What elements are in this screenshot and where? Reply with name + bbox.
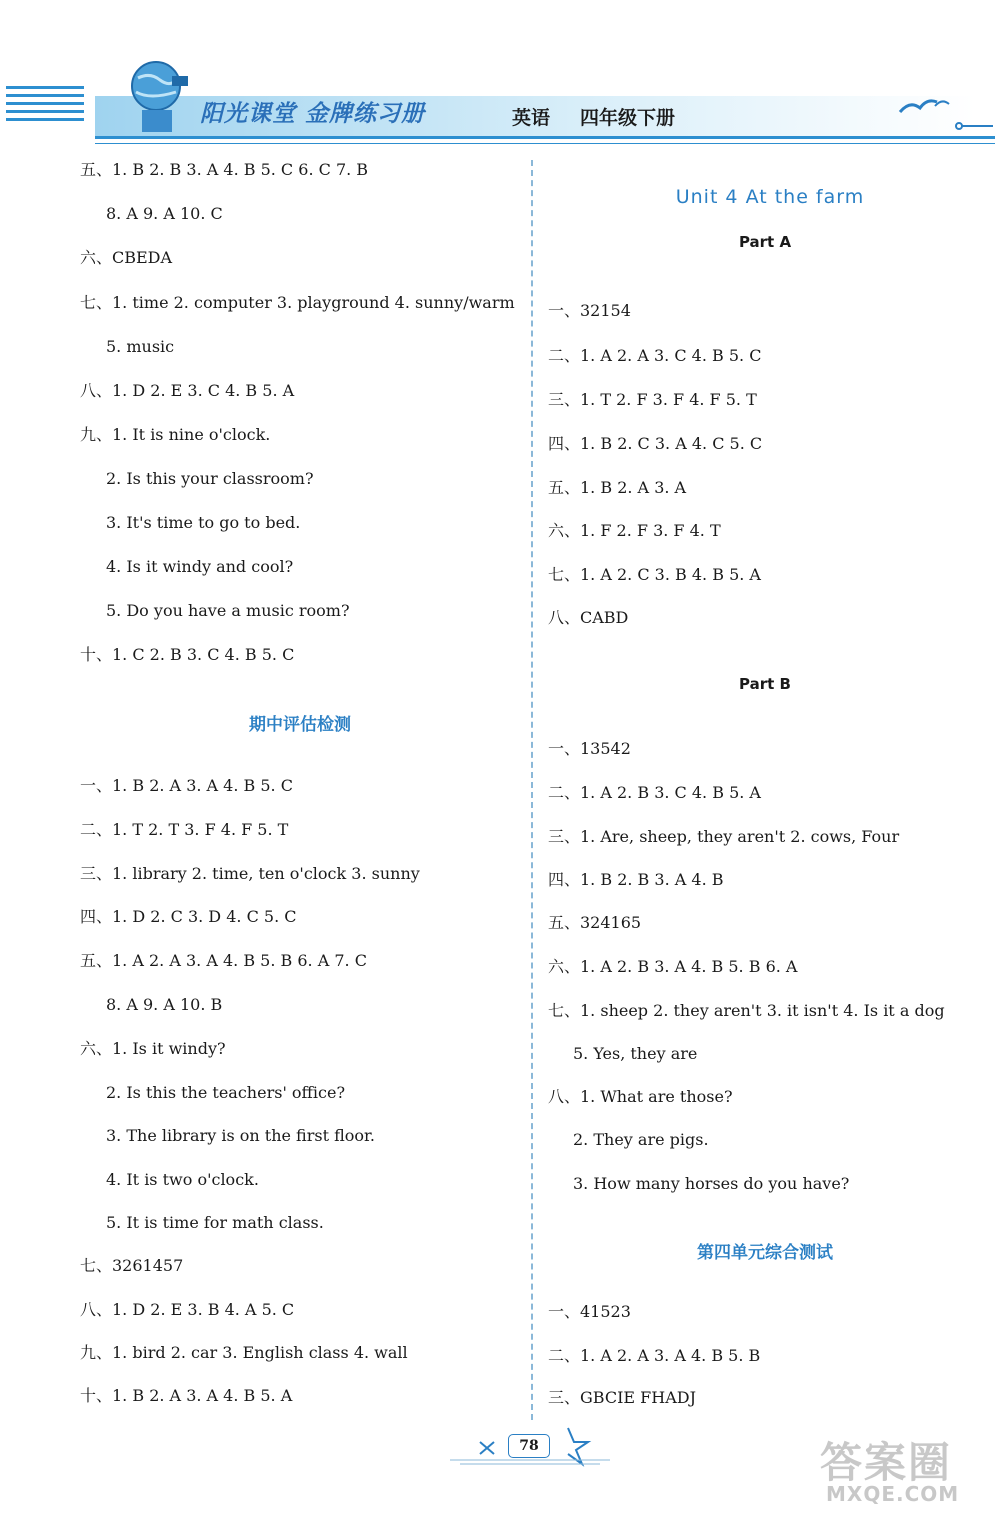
answer-line: 七、1. A 2. C 3. B 4. B 5. A (548, 565, 761, 584)
answer-line: 3. It's time to go to bed. (106, 513, 301, 532)
answer-line: 五、1. B 2. B 3. A 4. B 5. C 6. C 7. B (80, 160, 369, 179)
answer-line: 三、1. T 2. F 3. F 4. F 5. T (548, 390, 757, 409)
answer-line: 八、CABD (548, 608, 629, 627)
globe-mascot-icon (120, 56, 198, 134)
answer-line: 2. Is this the teachers' office? (106, 1083, 346, 1102)
answer-line: 三、GBCIE FHADJ (548, 1388, 697, 1407)
birds-icon (895, 82, 995, 132)
watermark-url: MXQE.COM (826, 1482, 960, 1506)
unit-title: Unit 4 At the farm (675, 186, 865, 208)
answer-line: 三、1. library 2. time, ten o'clock 3. sunny (80, 864, 420, 883)
watermark-logo (820, 1430, 995, 1510)
brand-title: 阳光课堂 金牌练习册 (200, 101, 426, 127)
answer-line: 五、1. B 2. A 3. A (548, 478, 687, 497)
section-heading-midterm: 期中评估检测 (249, 715, 351, 735)
answer-line: 4. It is two o'clock. (106, 1170, 259, 1189)
answer-line: 5. music (106, 337, 175, 356)
answer-line: 七、3261457 (80, 1256, 184, 1275)
answer-line: 九、1. It is nine o'clock. (80, 425, 271, 444)
answer-line: 七、1. sheep 2. they aren't 3. it isn't 4. Is it a dog (548, 1001, 945, 1020)
answer-line: 5. Yes, they are (573, 1044, 698, 1063)
answer-line: 六、1. F 2. F 3. F 4. T (548, 521, 721, 540)
answer-line: 二、1. A 2. B 3. C 4. B 5. A (548, 783, 761, 802)
answer-line: 一、32154 (548, 301, 631, 320)
answer-line: 六、1. Is it windy? (80, 1039, 226, 1058)
answer-line: 四、1. D 2. C 3. D 4. C 5. C (80, 907, 297, 926)
header-rule-thin (95, 143, 995, 144)
answer-line: 8. A 9. A 10. B (106, 995, 223, 1014)
answer-line: 5. It is time for math class. (106, 1213, 324, 1232)
answer-line: 八、1. What are those? (548, 1087, 733, 1106)
part-a-heading: Part A (738, 233, 792, 251)
answer-line: 二、1. A 2. A 3. A 4. B 5. B (548, 1346, 761, 1365)
answer-line: 一、41523 (548, 1302, 631, 1321)
answer-line: 3. The library is on the first floor. (106, 1126, 376, 1145)
answer-line: 六、CBEDA (80, 248, 173, 267)
answer-line: 八、1. D 2. E 3. B 4. A 5. C (80, 1300, 295, 1319)
answer-line: 四、1. B 2. B 3. A 4. B (548, 870, 724, 889)
answer-line: 八、1. D 2. E 3. C 4. B 5. A (80, 381, 295, 400)
answer-line: 十、1. C 2. B 3. C 4. B 5. C (80, 645, 295, 664)
answer-line: 一、13542 (548, 739, 631, 758)
watermark-text: 答案圈 (820, 1438, 953, 1487)
page-header (0, 0, 1000, 160)
answer-line: 8. A 9. A 10. C (106, 204, 223, 223)
answer-line: 四、1. B 2. C 3. A 4. C 5. C (548, 434, 763, 453)
answer-line: 十、1. B 2. A 3. A 4. B 5. A (80, 1386, 293, 1405)
answer-line: 一、1. B 2. A 3. A 4. B 5. C (80, 776, 293, 795)
answer-line: 二、1. T 2. T 3. F 4. F 5. T (80, 820, 289, 839)
page-number: 78 (508, 1434, 550, 1458)
header-stripes (6, 86, 84, 132)
answer-line: 五、324165 (548, 913, 642, 932)
answer-line: 3. How many horses do you have? (573, 1174, 850, 1193)
answer-line: 七、1. time 2. computer 3. playground 4. sunny/warm (80, 293, 515, 312)
answer-line: 2. They are pigs. (573, 1130, 709, 1149)
part-b-heading: Part B (739, 675, 791, 693)
answer-line: 五、1. A 2. A 3. A 4. B 5. B 6. A 7. C (80, 951, 367, 970)
answer-line: 六、1. A 2. B 3. A 4. B 5. B 6. A (548, 957, 798, 976)
column-divider (531, 160, 533, 1420)
subject-label: 英语 (512, 107, 551, 129)
header-rule (95, 136, 995, 139)
answer-line: 5. Do you have a music room? (106, 601, 350, 620)
section-heading-unit-test: 第四单元综合测试 (697, 1243, 833, 1263)
answer-line: 九、1. bird 2. car 3. English class 4. wall (80, 1343, 408, 1362)
answer-line: 二、1. A 2. A 3. C 4. B 5. C (548, 346, 762, 365)
answer-line: 2. Is this your classroom? (106, 469, 314, 488)
answer-line: 4. Is it windy and cool? (106, 557, 294, 576)
answer-line: 三、1. Are, sheep, they aren't 2. cows, Four (548, 827, 900, 846)
grade-label: 四年级下册 (580, 107, 676, 129)
page-footer (450, 1420, 610, 1470)
